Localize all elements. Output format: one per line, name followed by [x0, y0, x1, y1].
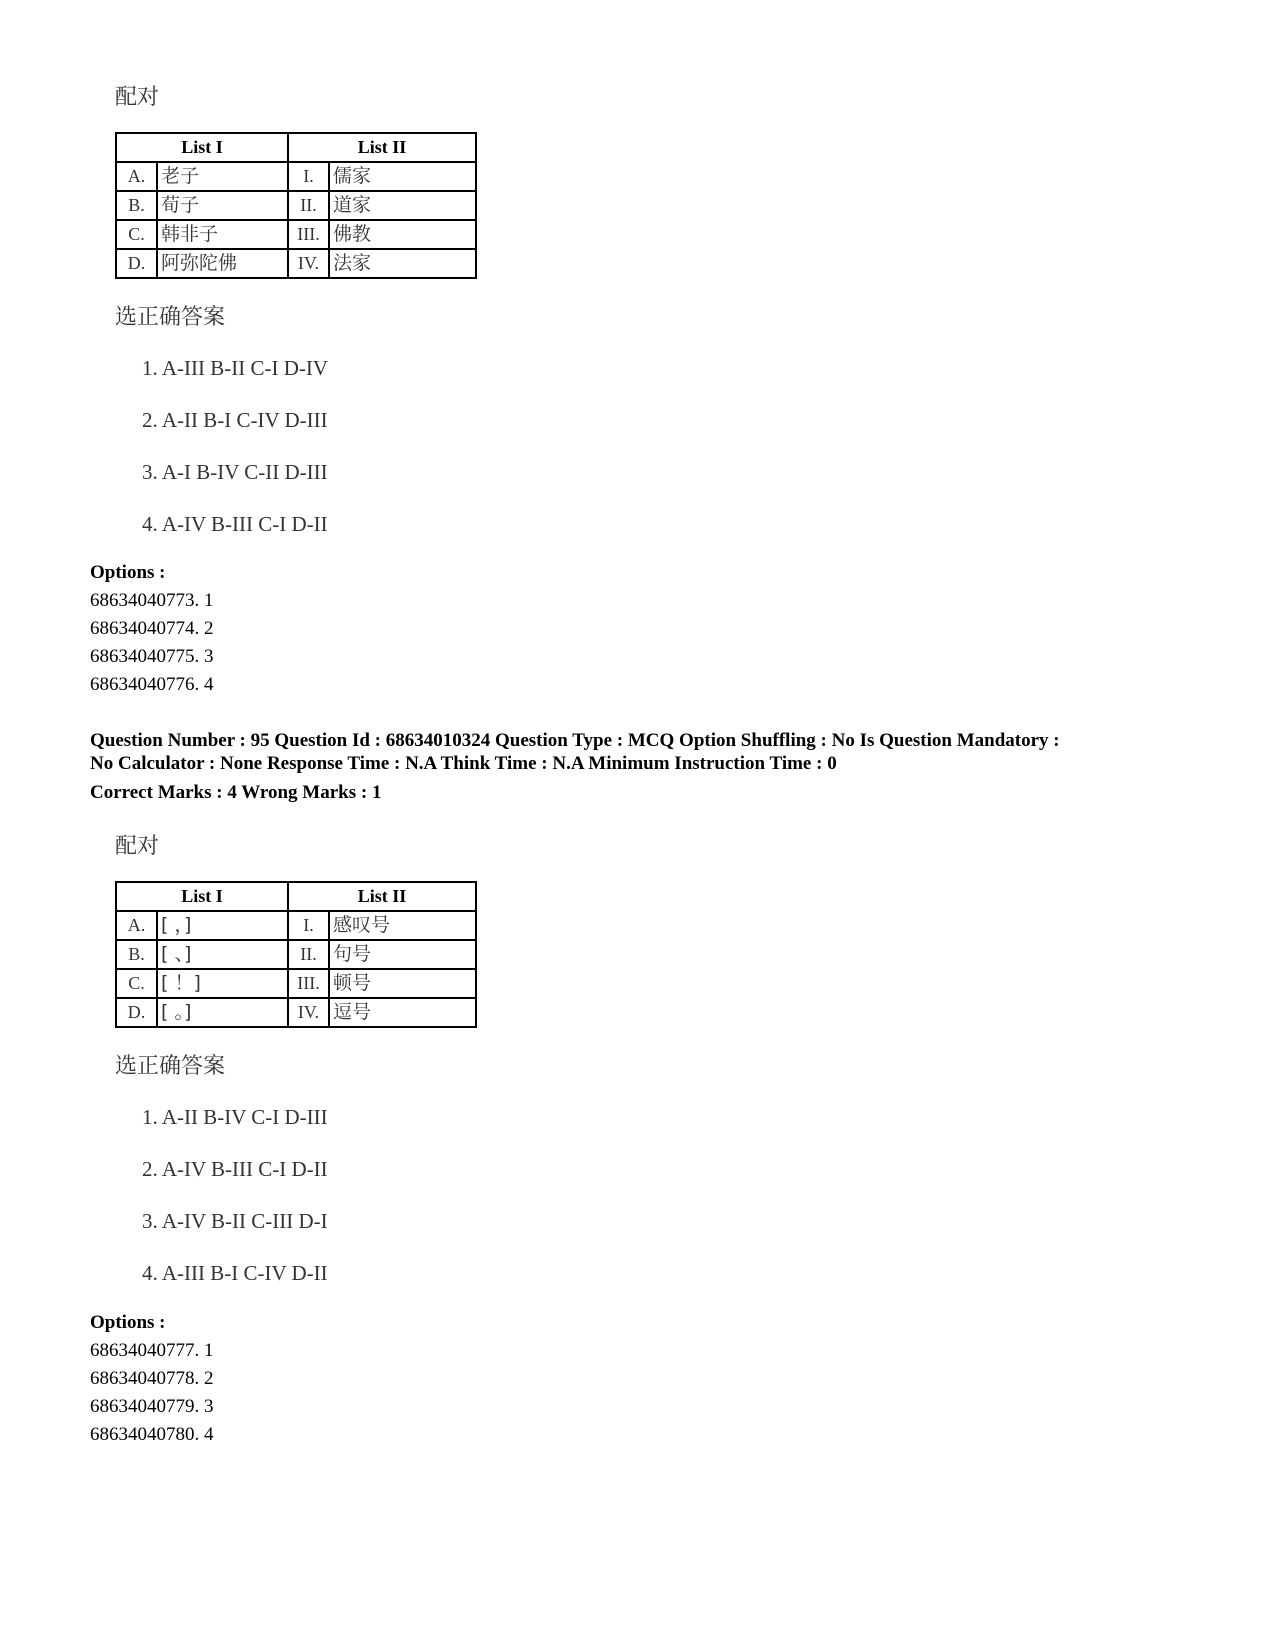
option-item: 68634040777. 1 [90, 1340, 214, 1361]
list-2-key: III. [288, 969, 329, 998]
option-item: 68634040779. 3 [90, 1396, 214, 1417]
table-header-row [116, 882, 476, 911]
answer-choice-2: 2. A-IV B-III C-I D-II [142, 1157, 328, 1181]
answer-choice-2: 2. A-II B-I C-IV D-III [142, 408, 328, 432]
option-item: 68634040776. 4 [90, 674, 214, 695]
list-2-header: List II [288, 133, 476, 162]
list-2-value: 道家 [329, 191, 476, 220]
list-1-key: B. [116, 940, 157, 969]
list-1-header: List I [116, 133, 288, 162]
answer-choice-4: 4. A-III B-I C-IV D-II [142, 1261, 328, 1285]
list-1-value: [ ！] [157, 969, 288, 998]
list-2-value: 感叹号 [329, 911, 476, 940]
list-2-key: II. [288, 940, 329, 969]
answer-choice-1: 1. A-III B-II C-I D-IV [142, 356, 329, 380]
list-1-value: [ 、] [157, 940, 288, 969]
match-title: 配对 [115, 834, 160, 859]
list-2-value: 儒家 [329, 162, 476, 191]
table-row [116, 940, 476, 969]
list-1-key: A. [116, 162, 157, 191]
list-1-key: C. [116, 220, 157, 249]
table-row [116, 998, 476, 1027]
list-2-key: IV. [288, 998, 329, 1027]
list-1-value: [ 。] [157, 998, 288, 1027]
options-label: Options : [90, 1312, 166, 1333]
list-2-value: 句号 [329, 940, 476, 969]
answer-choice-3: 3. A-IV B-II C-III D-I [142, 1209, 328, 1233]
list-1-value: 韩非子 [157, 220, 288, 249]
matching-table [115, 881, 477, 1028]
list-1-key: D. [116, 249, 157, 278]
answer-choice-4: 4. A-IV B-III C-I D-II [142, 512, 328, 536]
table-row [116, 969, 476, 998]
list-1-value: 阿弥陀佛 [157, 249, 288, 278]
list-2-key: II. [288, 191, 329, 220]
list-1-value: [ ，] [157, 911, 288, 940]
table-row [116, 191, 476, 220]
list-1-value: 老子 [157, 162, 288, 191]
option-item: 68634040773. 1 [90, 590, 214, 611]
option-item: 68634040775. 3 [90, 646, 214, 667]
option-item: 68634040780. 4 [90, 1424, 214, 1445]
table-row [116, 249, 476, 278]
list-2-key: I. [288, 911, 329, 940]
table-header-row [116, 133, 476, 162]
answer-choice-1: 1. A-II B-IV C-I D-III [142, 1105, 328, 1129]
option-item: 68634040774. 2 [90, 618, 214, 639]
question-header-line-1: Question Number : 95 Question Id : 68634010324 Question Type : MCQ Option Shuffling : No Is Question Mandatory : [90, 730, 1060, 751]
list-2-value: 逗号 [329, 998, 476, 1027]
table-row [116, 220, 476, 249]
select-answer-title: 选正确答案 [115, 305, 226, 330]
select-answer-title: 选正确答案 [115, 1054, 226, 1079]
list-2-header: List II [288, 882, 476, 911]
list-2-value: 佛教 [329, 220, 476, 249]
table-row [116, 911, 476, 940]
list-1-header: List I [116, 882, 288, 911]
question-header-line-2: No Calculator : None Response Time : N.A Think Time : N.A Minimum Instruction Time : 0 [90, 753, 837, 774]
list-2-value: 顿号 [329, 969, 476, 998]
list-1-key: C. [116, 969, 157, 998]
list-1-key: D. [116, 998, 157, 1027]
list-1-key: B. [116, 191, 157, 220]
options-label: Options : [90, 562, 166, 583]
answer-choice-3: 3. A-I B-IV C-II D-III [142, 460, 328, 484]
list-2-value: 法家 [329, 249, 476, 278]
matching-table [115, 132, 477, 279]
list-1-key: A. [116, 911, 157, 940]
list-2-key: IV. [288, 249, 329, 278]
option-item: 68634040778. 2 [90, 1368, 214, 1389]
list-2-key: III. [288, 220, 329, 249]
marks-line: Correct Marks : 4 Wrong Marks : 1 [90, 782, 382, 803]
list-1-value: 荀子 [157, 191, 288, 220]
list-2-key: I. [288, 162, 329, 191]
table-row [116, 162, 476, 191]
match-title: 配对 [115, 85, 160, 110]
